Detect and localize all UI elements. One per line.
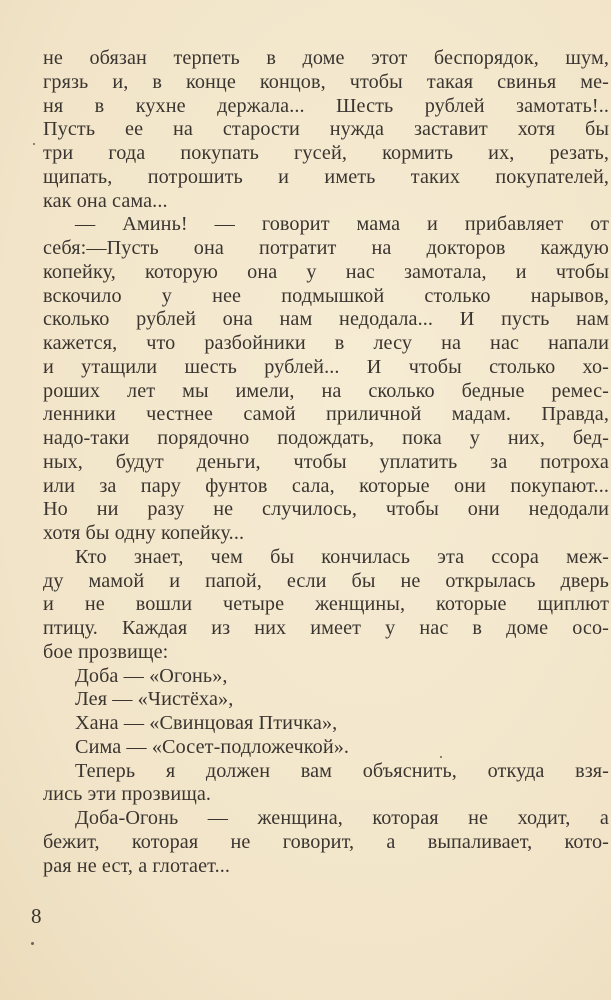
- text-line: как она сама...: [43, 189, 168, 212]
- text-line: не обязан терпеть в доме этот беспорядок, шум,: [43, 47, 609, 69]
- text-line: вскочило у нее подмышкой столько нарывов,: [43, 284, 609, 307]
- text-line: бое прозвище:: [43, 640, 169, 663]
- text-line: грязь и, в конце концов, чтобы такая свинья ме-: [43, 70, 609, 93]
- text-line: сколько рублей она нам недодала... И пусть нам: [43, 308, 609, 331]
- text-line: Хана — «Свинцовая Птичка»,: [75, 712, 338, 734]
- text-line: ня в кухне держала... Шесть рублей замотать!..: [43, 94, 609, 117]
- text-line: Доба-Огонь — женщина, которая не ходит, а: [75, 807, 609, 829]
- text-line: птицу. Каждая из них имеет у нас в доме осо-: [43, 617, 609, 639]
- text-line: Пусть ее на старости нужда заставит хотя бы: [43, 118, 609, 141]
- paper-speck: [31, 942, 34, 945]
- text-line: ленники честнее самой приличной мадам. Правда,: [43, 403, 609, 426]
- text-line: копейку, которую она у нас замотала, и чтобы: [43, 260, 609, 283]
- text-line: хотя бы одну копейку...: [43, 522, 245, 544]
- text-line: ду мамой и папой, если бы не открылась дверь: [43, 569, 609, 592]
- text-line: Кто знает, чем бы кончилась эта ссора меж-: [75, 545, 609, 568]
- text-line: Лея — «Чистёха»,: [75, 688, 234, 711]
- text-line: бежит, которая не говорит, а выпаливает, кото-: [43, 830, 609, 853]
- page-number: 8: [31, 904, 42, 928]
- text-line: или за пару фунтов сала, которые они покупают...: [43, 474, 609, 497]
- text-line: щипать, потрошить и иметь таких покупателей,: [43, 165, 609, 188]
- text-line: рая не ест, а глотает...: [43, 854, 231, 877]
- text-line: кажется, что разбойники в лесу на нас напали: [43, 332, 609, 354]
- text-line: Сима — «Сосет-подложечкой».: [75, 735, 350, 758]
- text-line: Доба — «Огонь»,: [75, 664, 228, 687]
- text-line: себя:—Пусть она потратит на докторов каждую: [43, 237, 609, 259]
- text-line: надо-таки порядочно подождать, пока у них, бед-: [43, 427, 609, 449]
- text-line: Но ни разу не случилось, чтобы они недодали: [43, 498, 609, 521]
- paper-speck: [440, 756, 442, 758]
- paper-speck: [33, 143, 35, 145]
- text-line: три года покупать гусей, кормить их, резать,: [43, 142, 609, 164]
- page-body: [43, 47, 609, 878]
- text-line: лись эти прозвища.: [43, 783, 212, 806]
- text-line: и утащили шесть рублей... И чтобы столько хо-: [43, 355, 609, 378]
- text-line: и не вошли четыре женщины, которые щиплют: [43, 593, 609, 616]
- text-line: роших лет мы имели, на сколько бедные ремес-: [43, 379, 609, 402]
- text-line: — Аминь! — говорит мама и прибавляет от: [75, 213, 609, 236]
- text-line: Теперь я должен вам объяснить, откуда взя-: [75, 759, 609, 782]
- text-line: ных, будут деньги, чтобы уплатить за потроха: [43, 450, 609, 473]
